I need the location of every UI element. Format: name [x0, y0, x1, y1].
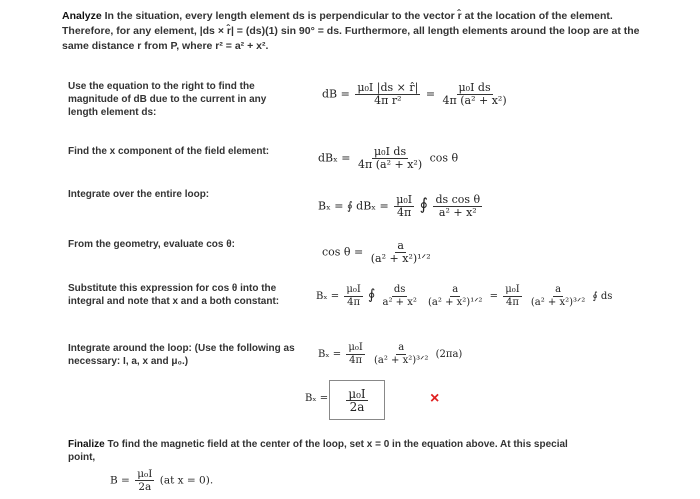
final-equation — [110, 468, 213, 493]
answer-den: 2a — [349, 399, 365, 414]
eq6-num-2: a — [398, 342, 405, 353]
eq5-frac-5 — [529, 284, 587, 309]
eq5-num-2: ds — [393, 284, 406, 295]
intro-lead: Analyze — [62, 10, 102, 22]
eq3-num-2: ds cos θ — [435, 193, 481, 206]
eq2-tail: cos θ — [429, 151, 459, 165]
eq7-lhs: Bₓ = — [305, 393, 329, 404]
finalize-lead: Finalize — [68, 439, 105, 450]
eq6-den-2: (a² + x²)³ᐟ² — [374, 355, 429, 366]
incorrect-x-icon: × — [430, 390, 440, 407]
eq4-den: (a² + x²)¹ᐟ² — [370, 252, 431, 265]
equation-1 — [322, 82, 511, 107]
answer-input-box[interactable] — [329, 380, 385, 420]
step-label-1: Use the equation to the right to find the magnitude of dB due to the current in any length element ds: — [68, 81, 267, 118]
eq5-frac-3 — [426, 284, 484, 309]
step-label-6: Integrate around the loop: (Use the following as necessary: I, a, x and μ₀.) — [68, 343, 295, 367]
eq5-den-2: a² + x² — [382, 297, 417, 308]
eq5-equals: = — [489, 291, 499, 302]
eq5-den-5: (a² + x²)³ᐟ² — [530, 297, 586, 308]
eq5-num-1: μ₀I — [346, 284, 361, 295]
finalize-paragraph — [68, 438, 588, 464]
equation-6 — [318, 342, 462, 367]
eq2-lhs: dBₓ = — [318, 151, 351, 165]
step-label-5: Substitute this expression for cos θ into the integral and note that x and a both constant: — [68, 283, 280, 307]
eq1-frac-1 — [355, 82, 420, 107]
eq6-tail: (2πa) — [435, 349, 463, 360]
eq3-frac-1 — [394, 194, 414, 219]
equation-5 — [316, 284, 612, 309]
eq6-den-1: 4π — [349, 355, 363, 366]
eq1-den-1: 4π r² — [374, 94, 402, 107]
eq3-integral: ∮ — [419, 194, 428, 214]
eq5-frac-1 — [344, 284, 362, 309]
final-frac — [135, 468, 154, 493]
eq1-den-2: 4π (a² + x²) — [442, 94, 507, 107]
answer-frac — [346, 388, 367, 413]
eq5-lhs: Bₓ = — [316, 291, 340, 302]
eq5-frac-2 — [380, 284, 418, 309]
eq5-num-4: μ₀I — [505, 284, 520, 295]
eq2-num: μ₀I ds — [374, 145, 407, 158]
finalize-text: To find the magnetic field at the center of the loop, set x = 0 in the equation above. At this special point, — [68, 439, 568, 463]
eq1-equals: = — [425, 87, 436, 101]
eq5-tail: ∮ ds — [592, 291, 613, 302]
eq5-den-3: (a² + x²)¹ᐟ² — [428, 297, 483, 308]
final-num: μ₀I — [137, 468, 153, 480]
eq6-frac-2 — [372, 342, 430, 367]
eq2-frac — [356, 146, 424, 171]
eq5-integral: ∮ — [368, 287, 376, 303]
eq5-num-5: a — [555, 284, 562, 295]
equation-3 — [318, 194, 484, 219]
final-tail: (at x = 0). — [159, 474, 214, 487]
eq1-num-2: μ₀I ds — [458, 81, 491, 94]
intro-text: In the situation, every length element ds is perpendicular to the vector r̂ at the location of the element. Therefore, for any element, |ds × r̂| = (ds)(1) sin 90° = ds. Furthermore, all length elements around the loop are at the same distance r from P, where r² = a² + x². — [62, 10, 640, 52]
answer-num: μ₀I — [348, 386, 366, 401]
eq4-lhs: cos θ = — [322, 245, 364, 259]
eq2-den: 4π (a² + x²) — [358, 158, 423, 171]
eq5-frac-4 — [503, 284, 521, 309]
equation-2 — [318, 146, 458, 171]
equation-4 — [322, 240, 435, 265]
eq3-den-2: a² + x² — [438, 206, 477, 219]
eq3-num-1: μ₀I — [396, 193, 413, 206]
eq5-den-4: 4π — [505, 297, 519, 308]
eq4-num: a — [397, 239, 404, 252]
eq3-frac-2 — [433, 194, 482, 219]
eq6-lhs: Bₓ = — [318, 349, 342, 360]
eq1-lhs: dB = — [322, 87, 350, 101]
eq1-frac-2 — [441, 82, 509, 107]
eq5-den-1: 4π — [347, 297, 361, 308]
step-label-3: Integrate over the entire loop: — [68, 189, 210, 200]
step-label-4: From the geometry, evaluate cos θ: — [68, 239, 235, 250]
eq3-lhs: Bₓ = ∮ dBₓ = — [318, 199, 389, 213]
eq4-frac — [369, 240, 433, 265]
final-den: 2a — [138, 481, 152, 493]
step-label-2: Find the x component of the field element: — [68, 146, 270, 157]
eq6-num-1: μ₀I — [348, 342, 363, 353]
final-lhs: B = — [110, 474, 130, 487]
eq6-frac-1 — [346, 342, 364, 367]
eq3-den-1: 4π — [397, 206, 412, 219]
intro-paragraph — [62, 9, 662, 54]
eq5-num-3: a — [452, 284, 459, 295]
eq1-num-1: μ₀I |ds × r̂| — [357, 81, 419, 94]
